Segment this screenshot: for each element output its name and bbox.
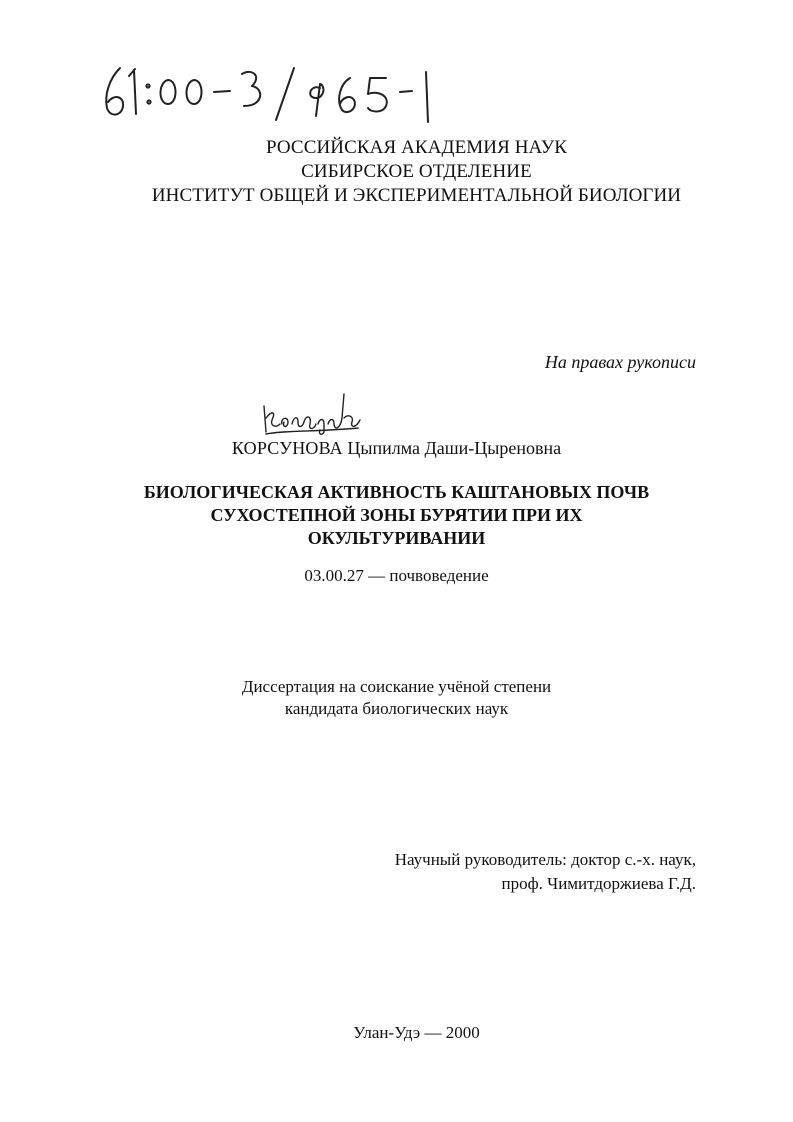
institution-header: [0, 136, 793, 208]
institution-academy: РОССИЙСКАЯ АКАДЕМИЯ НАУК: [265, 137, 568, 158]
scientific-supervisor: [340, 848, 696, 896]
degree-line: Диссертация на соискание учёной степени: [241, 677, 552, 696]
supervisor-line: проф. Чимитдоржиева Г.Д.: [501, 874, 696, 893]
supervisor-line: Научный руководитель: доктор с.-х. наук,: [394, 850, 696, 869]
manuscript-rights-note: На правах рукописи: [544, 352, 696, 372]
title-line: БИОЛОГИЧЕСКАЯ АКТИВНОСТЬ КАШТАНОВЫХ ПОЧВ: [143, 482, 650, 502]
author-signature: [258, 388, 368, 438]
specialty-code: 03.00.27 — почвоведение: [304, 566, 489, 585]
author-name: [0, 437, 793, 459]
dissertation-title: [0, 481, 793, 550]
author-surname: КОРСУНОВА: [231, 438, 343, 458]
degree-line: кандидата биологических наук: [284, 699, 509, 718]
title-line: СУХОСТЕПНОЙ ЗОНЫ БУРЯТИИ ПРИ ИХ: [210, 505, 583, 525]
institution-name: ИНСТИТУТ ОБЩЕЙ И ЭКСПЕРИМЕНТАЛЬНОЙ БИОЛОГИИ: [151, 185, 682, 206]
author-given-names: Цыпилма Даши-Цыреновна: [347, 438, 562, 458]
degree-statement: [0, 676, 793, 720]
handwritten-archive-code: [98, 56, 458, 126]
institution-branch: СИБИРСКОЕ ОТДЕЛЕНИЕ: [301, 161, 532, 182]
city-year: Улан-Удэ — 2000: [353, 1023, 480, 1042]
title-line: ОКУЛЬТУРИВАНИИ: [307, 528, 486, 548]
